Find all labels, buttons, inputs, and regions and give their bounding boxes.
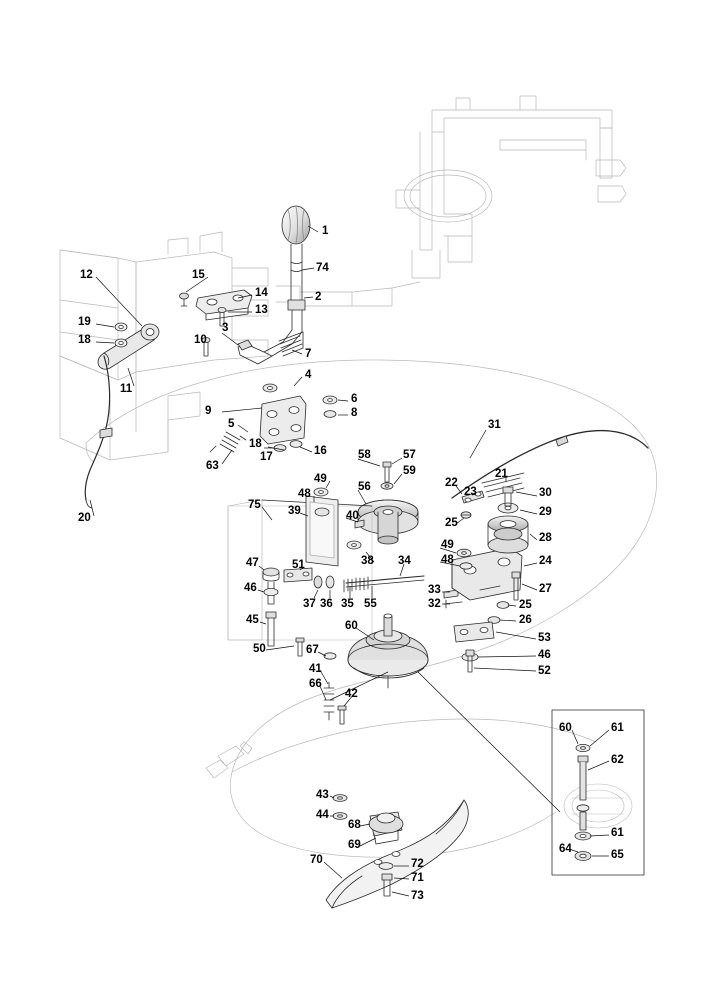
callout-41: 41 <box>309 663 322 675</box>
callout-42: 42 <box>345 688 358 700</box>
callout-38: 38 <box>361 555 374 567</box>
callout-46: 46 <box>244 582 257 594</box>
callout-65: 65 <box>611 849 624 861</box>
callout-57: 57 <box>403 449 416 461</box>
callout-58: 58 <box>358 449 371 461</box>
callout-24: 24 <box>539 555 552 567</box>
callout-1: 1 <box>322 225 329 237</box>
callout-25b: 25 <box>519 599 532 611</box>
callout-13: 13 <box>255 304 268 316</box>
callout-35: 35 <box>341 598 354 610</box>
callout-27: 27 <box>539 583 552 595</box>
callout-61b: 61 <box>611 827 624 839</box>
callout-37: 37 <box>303 598 316 610</box>
callout-4: 4 <box>305 369 312 381</box>
callout-48: 48 <box>298 488 311 500</box>
callout-59: 59 <box>403 465 416 477</box>
callout-18: 18 <box>78 334 91 346</box>
callout-15: 15 <box>192 269 205 281</box>
callout-31: 31 <box>488 419 501 431</box>
callout-39: 39 <box>288 505 301 517</box>
callout-22: 22 <box>445 477 458 489</box>
callout-28: 28 <box>539 532 552 544</box>
callout-60b: 60 <box>559 722 572 734</box>
callout-60: 60 <box>345 620 358 632</box>
callout-70: 70 <box>310 854 323 866</box>
callout-51: 51 <box>292 559 305 571</box>
callout-63: 63 <box>206 460 219 472</box>
callout-72: 72 <box>411 858 424 870</box>
callout-34: 34 <box>398 555 411 567</box>
callout-71: 71 <box>411 872 424 884</box>
callout-7: 7 <box>305 348 312 360</box>
callout-49b: 49 <box>441 539 454 551</box>
callout-8: 8 <box>351 407 358 419</box>
callout-75: 75 <box>248 499 261 511</box>
callout-20: 20 <box>78 512 91 524</box>
callout-43: 43 <box>316 789 329 801</box>
callout-61: 61 <box>611 722 624 734</box>
callout-10: 10 <box>194 334 207 346</box>
callout-44: 44 <box>316 809 329 821</box>
callout-33: 33 <box>428 584 441 596</box>
callout-21: 21 <box>495 468 508 480</box>
callout-64: 64 <box>559 843 572 855</box>
callout-14: 14 <box>255 287 268 299</box>
callout-68: 68 <box>348 819 361 831</box>
callout-5: 5 <box>228 418 235 430</box>
callout-3: 3 <box>222 322 229 334</box>
callout-62: 62 <box>611 754 624 766</box>
callout-52: 52 <box>538 665 551 677</box>
callout-23: 23 <box>464 486 477 498</box>
callout-26: 26 <box>519 614 532 626</box>
callout-40: 40 <box>346 510 359 522</box>
callout-67: 67 <box>306 644 319 656</box>
callout-6: 6 <box>351 393 358 405</box>
callout-66: 66 <box>309 678 322 690</box>
callout-18b: 18 <box>249 438 262 450</box>
callout-53: 53 <box>538 632 551 644</box>
callout-49: 49 <box>314 473 327 485</box>
callout-2: 2 <box>315 291 322 303</box>
callout-11: 11 <box>120 383 133 395</box>
callout-55: 55 <box>364 598 377 610</box>
callout-16: 16 <box>314 445 327 457</box>
callout-48b: 48 <box>441 554 454 566</box>
callout-45: 45 <box>246 614 259 626</box>
callout-69: 69 <box>348 839 361 851</box>
callout-29: 29 <box>539 506 552 518</box>
callout-19: 19 <box>78 316 91 328</box>
callout-47: 47 <box>246 557 259 569</box>
callout-25: 25 <box>445 517 458 529</box>
callout-56: 56 <box>358 481 371 493</box>
callout-9: 9 <box>205 405 212 417</box>
callout-50: 50 <box>253 643 266 655</box>
callout-17: 17 <box>260 451 273 463</box>
callout-36: 36 <box>320 598 333 610</box>
callout-74: 74 <box>316 262 329 274</box>
callout-73: 73 <box>411 890 424 902</box>
callout-32: 32 <box>428 598 441 610</box>
callout-30: 30 <box>539 487 552 499</box>
callout-12: 12 <box>80 269 93 281</box>
callout-46b: 46 <box>538 649 551 661</box>
